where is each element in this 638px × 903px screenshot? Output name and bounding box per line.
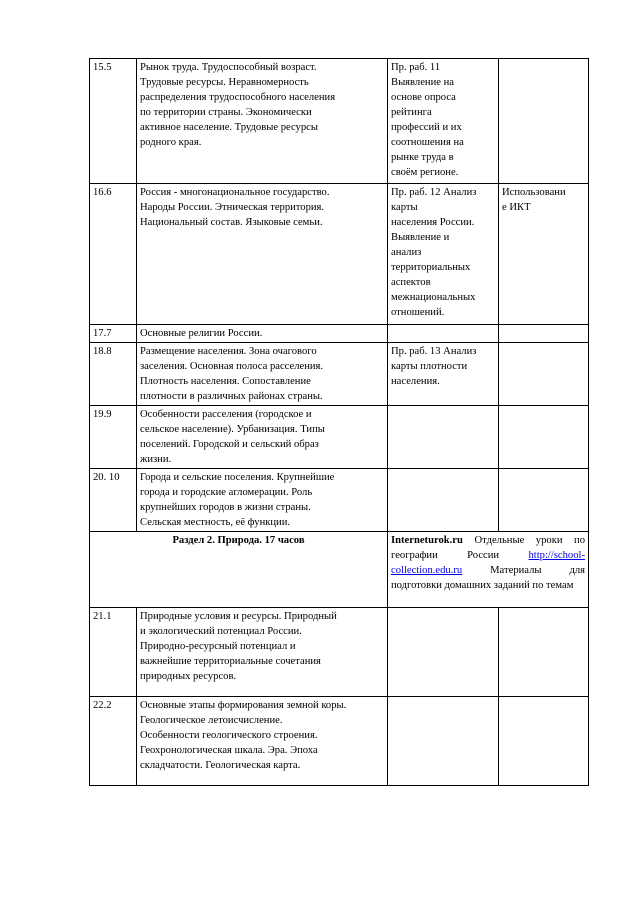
note-cell bbox=[499, 184, 589, 325]
note-cell bbox=[499, 59, 589, 184]
table-row bbox=[90, 184, 589, 325]
practice-line: отношений. bbox=[391, 307, 445, 318]
practice-line: рейтинга bbox=[391, 107, 432, 118]
resource-text-2: Материалы для подготовки домашних заданий по темам bbox=[391, 565, 585, 591]
table-row bbox=[90, 343, 589, 406]
topic-line: Размещение населения. Зона очагового bbox=[140, 346, 317, 357]
table-row bbox=[90, 608, 589, 697]
practice-line: карты плотности bbox=[391, 361, 468, 372]
note-cell bbox=[499, 406, 589, 469]
topic-line: Трудовые ресурсы. Неравномерность bbox=[140, 77, 309, 88]
practice-line: Выявление на bbox=[391, 77, 454, 88]
practice-line: соотношения на bbox=[391, 137, 464, 148]
topic-line: Геохронологическая шкала. Эра. Эпоха bbox=[140, 745, 318, 756]
topic-cell bbox=[137, 469, 388, 532]
practice-line: карты bbox=[391, 202, 418, 213]
topic-line: распределения трудоспособного населения bbox=[140, 92, 336, 103]
lesson-number-cell: 19.9 bbox=[90, 406, 137, 469]
topic-line: Сельская местность, её функции. bbox=[140, 517, 291, 528]
topic-line: Геологическое летоисчисление. bbox=[140, 715, 283, 726]
table-body-section2 bbox=[90, 608, 589, 786]
table-row bbox=[90, 406, 589, 469]
topic-line: сельское население). Урбанизация. Типы bbox=[140, 424, 325, 435]
note-line: Использовани bbox=[502, 187, 566, 198]
practice-line: Выявление и bbox=[391, 232, 450, 243]
topic-line: природных ресурсов. bbox=[140, 671, 237, 682]
practice-line: населения России. bbox=[391, 217, 475, 228]
topic-cell bbox=[137, 608, 388, 697]
topic-line: Природные условия и ресурсы. Природный bbox=[140, 611, 337, 622]
practice-cell bbox=[388, 343, 499, 406]
lesson-number-cell: 17.7 bbox=[90, 325, 137, 343]
topic-line: родного края. bbox=[140, 137, 202, 148]
topic-line: Народы России. Этническая территория. bbox=[140, 202, 325, 213]
practice-line: аспектов bbox=[391, 277, 431, 288]
topic-cell bbox=[137, 59, 388, 184]
note-cell bbox=[499, 325, 589, 343]
lesson-number-cell: 18.8 bbox=[90, 343, 137, 406]
topic-cell bbox=[137, 184, 388, 325]
topic-line: города и городские агломерации. Роль bbox=[140, 487, 313, 498]
topic-cell bbox=[137, 697, 388, 786]
topic-line: поселений. Городской и сельский образ bbox=[140, 439, 319, 450]
practice-line: рынке труда в bbox=[391, 152, 454, 163]
resource-link[interactable]: http://school-collection.edu.ru bbox=[391, 550, 585, 576]
practice-cell bbox=[388, 325, 499, 343]
topic-cell bbox=[137, 343, 388, 406]
topic-line: важнейшие территориальные сочетания bbox=[140, 656, 321, 667]
practice-cell bbox=[388, 59, 499, 184]
topic-line: жизни. bbox=[140, 454, 172, 465]
practice-line: своём регионе. bbox=[391, 167, 459, 178]
topic-line: Национальный состав. Языковые семьи. bbox=[140, 217, 323, 228]
practice-line: Пр. раб. 12 Анализ bbox=[391, 187, 477, 198]
practice-line: территориальных bbox=[391, 262, 471, 273]
topic-line: и экологический потенциал России. bbox=[140, 626, 302, 637]
table-body-section-header bbox=[90, 532, 589, 608]
topic-line: крупнейших городов в жизни страны. bbox=[140, 502, 311, 513]
topic-line: Основные этапы формирования земной коры. bbox=[140, 700, 347, 711]
note-cell bbox=[499, 343, 589, 406]
topic-line: Основные религии России. bbox=[140, 328, 263, 339]
topic-cell bbox=[137, 406, 388, 469]
practice-line: межнациональных bbox=[391, 292, 476, 303]
topic-line: Города и сельские поселения. Крупнейшие bbox=[140, 472, 335, 483]
topic-cell bbox=[137, 325, 388, 343]
table-row bbox=[90, 469, 589, 532]
table-body-section1 bbox=[90, 59, 589, 532]
resource-brand: Interneturok.ru bbox=[391, 535, 463, 546]
practice-cell bbox=[388, 184, 499, 325]
practice-cell bbox=[388, 469, 499, 532]
topic-line: Плотность населения. Сопоставление bbox=[140, 376, 311, 387]
note-cell bbox=[499, 469, 589, 532]
practice-line: Пр. раб. 11 bbox=[391, 62, 441, 73]
topic-line: Рынок труда. Трудоспособный возраст. bbox=[140, 62, 317, 73]
practice-line: основе опроса bbox=[391, 92, 456, 103]
resource-text-1: Отдельные уроки по географии России bbox=[391, 535, 585, 561]
topic-line: заселения. Основная полоса расселения. bbox=[140, 361, 324, 372]
topic-line: Особенности геологического строения. bbox=[140, 730, 318, 741]
practice-line: населения. bbox=[391, 376, 440, 387]
table-row bbox=[90, 59, 589, 184]
topic-line: Россия - многонациональное государство. bbox=[140, 187, 330, 198]
note-cell bbox=[499, 697, 589, 786]
resources-cell bbox=[388, 532, 589, 608]
topic-line: активное население. Трудовые ресурсы bbox=[140, 122, 318, 133]
lesson-number-cell: 22.2 bbox=[90, 697, 137, 786]
practice-cell bbox=[388, 406, 499, 469]
table-row bbox=[90, 697, 589, 786]
section-header-row bbox=[90, 532, 589, 608]
note-line: е ИКТ bbox=[502, 202, 531, 213]
lesson-number-cell: 15.5 bbox=[90, 59, 137, 184]
practice-line: Пр. раб. 13 Анализ bbox=[391, 346, 477, 357]
practice-cell bbox=[388, 608, 499, 697]
note-cell bbox=[499, 608, 589, 697]
topic-line: по территории страны. Экономически bbox=[140, 107, 312, 118]
lesson-number-cell: 21.1 bbox=[90, 608, 137, 697]
topic-line: Природно-ресурсный потенциал и bbox=[140, 641, 296, 652]
lesson-number-cell: 20. 10 bbox=[90, 469, 137, 532]
topic-line: складчатости. Геологическая карта. bbox=[140, 760, 301, 771]
table-row bbox=[90, 325, 589, 343]
practice-line: анализ bbox=[391, 247, 422, 258]
lesson-plan-table bbox=[89, 58, 589, 786]
topic-line: плотности в различных районах страны. bbox=[140, 391, 323, 402]
lesson-number-cell: 16.6 bbox=[90, 184, 137, 325]
section-title: Раздел 2. Природа. 17 часов bbox=[90, 532, 388, 608]
practice-cell bbox=[388, 697, 499, 786]
topic-line: Особенности расселения (городское и bbox=[140, 409, 312, 420]
practice-line: профессий и их bbox=[391, 122, 462, 133]
